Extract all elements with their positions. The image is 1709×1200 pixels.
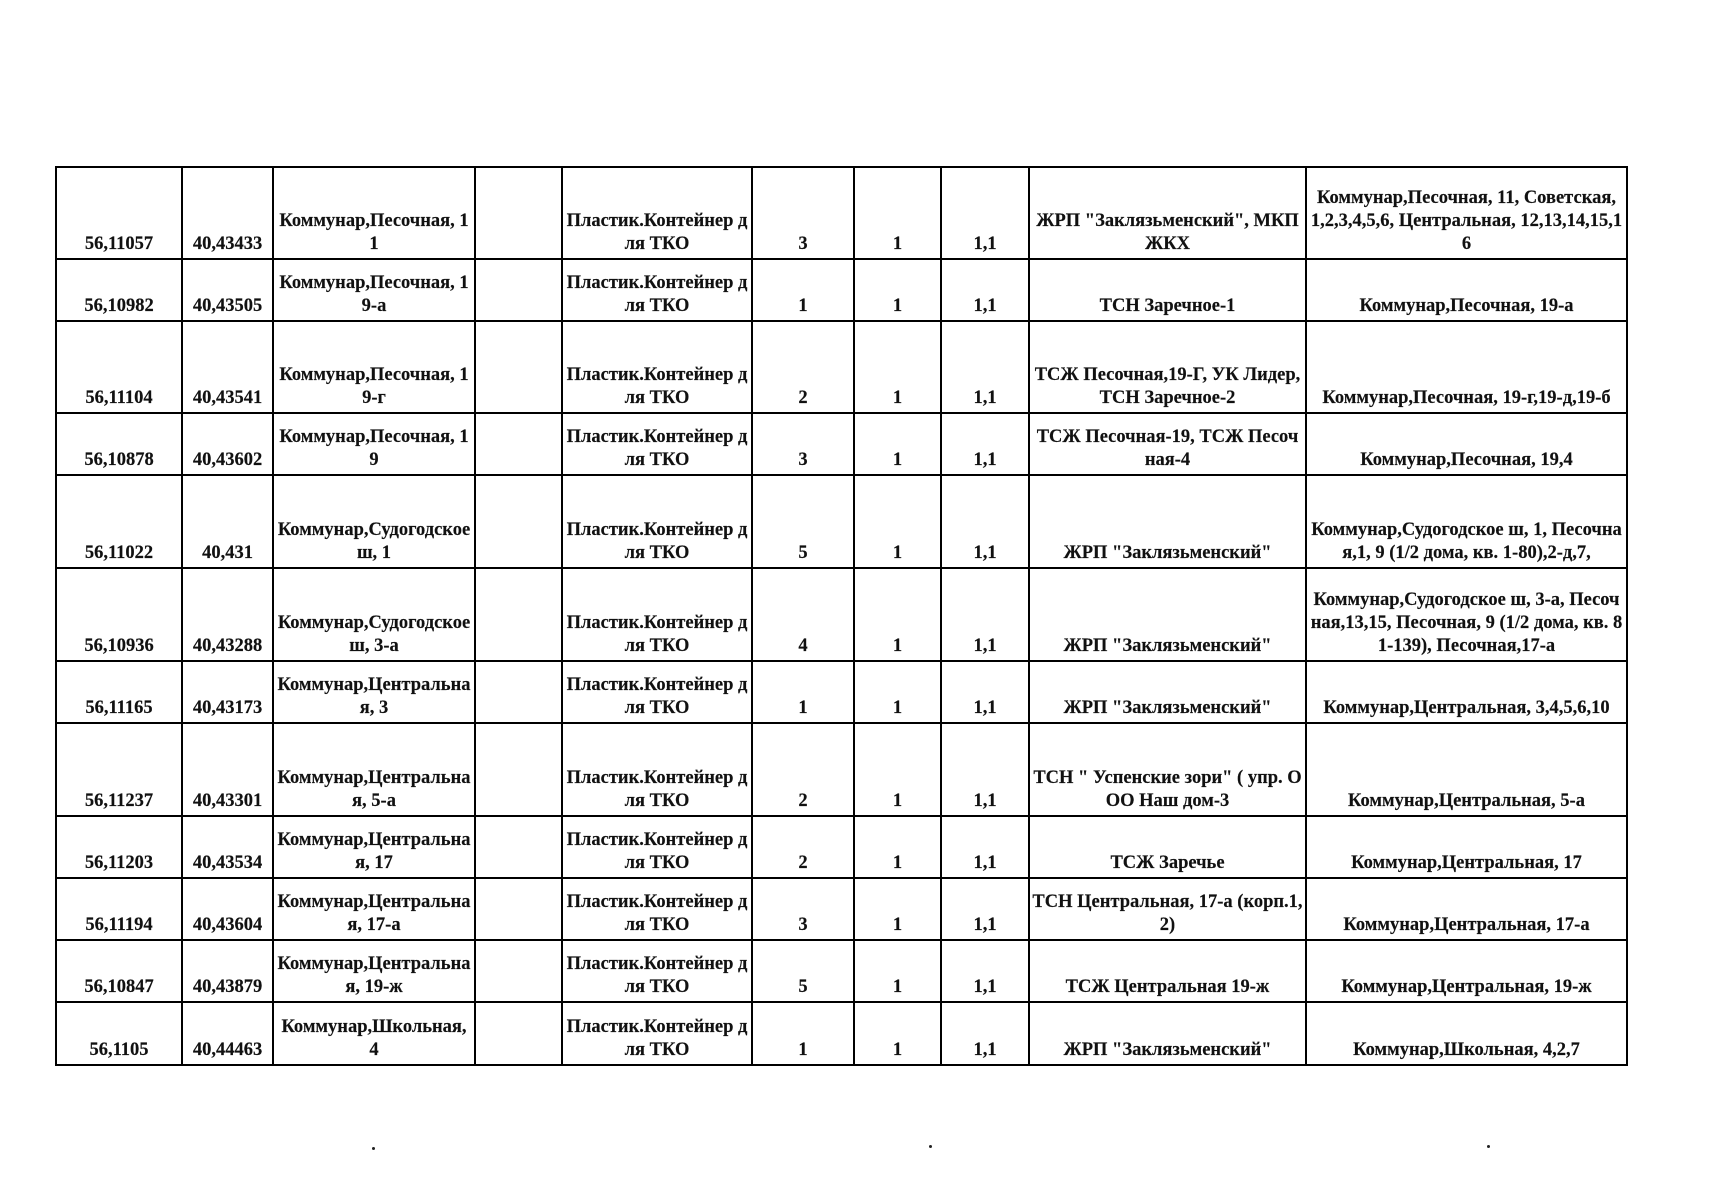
container-count-cell: 1	[752, 1002, 854, 1065]
container-type-cell: Пластик.Контейнер для ТКО	[562, 816, 752, 878]
site-address-cell: Коммунар,Судогодское ш, 1	[273, 475, 475, 568]
longitude-cell: 40,431	[182, 475, 273, 568]
table-row	[56, 816, 1627, 878]
scan-speck	[1487, 1145, 1490, 1148]
volume-cell: 1,1	[941, 878, 1029, 940]
managing-organization-cell: ЖРП "Заклязьменский", МКП ЖКХ	[1029, 167, 1306, 259]
scan-speck	[372, 1147, 375, 1150]
container-type-cell: Пластик.Контейнер для ТКО	[562, 321, 752, 413]
container-count-cell: 4	[752, 568, 854, 661]
volume-cell: 1,1	[941, 723, 1029, 816]
container-count-cell: 2	[752, 816, 854, 878]
table-row	[56, 568, 1627, 661]
container-count-cell: 5	[752, 475, 854, 568]
quantity-cell: 1	[854, 259, 941, 321]
empty-cell	[475, 816, 562, 878]
longitude-cell: 40,43879	[182, 940, 273, 1002]
managing-organization-cell: ТСН " Успенские зори" ( упр. ООО Наш дом-3	[1029, 723, 1306, 816]
volume-cell: 1,1	[941, 940, 1029, 1002]
served-addresses-cell: Коммунар,Песочная, 19-а	[1306, 259, 1627, 321]
table-row	[56, 475, 1627, 568]
latitude-cell: 56,11203	[56, 816, 182, 878]
site-address-cell: Коммунар,Центральная, 17	[273, 816, 475, 878]
site-address-cell: Коммунар,Центральная, 5-а	[273, 723, 475, 816]
container-count-cell: 2	[752, 321, 854, 413]
quantity-cell: 1	[854, 568, 941, 661]
latitude-cell: 56,10982	[56, 259, 182, 321]
served-addresses-cell: Коммунар,Центральная, 3,4,5,6,10	[1306, 661, 1627, 723]
site-address-cell: Коммунар,Центральная, 17-а	[273, 878, 475, 940]
container-type-cell: Пластик.Контейнер для ТКО	[562, 878, 752, 940]
scan-speck	[929, 1145, 932, 1148]
quantity-cell: 1	[854, 475, 941, 568]
site-address-cell: Коммунар,Песочная, 11	[273, 167, 475, 259]
empty-cell	[475, 940, 562, 1002]
table-row	[56, 259, 1627, 321]
latitude-cell: 56,11165	[56, 661, 182, 723]
container-type-cell: Пластик.Контейнер для ТКО	[562, 1002, 752, 1065]
quantity-cell: 1	[854, 321, 941, 413]
served-addresses-cell: Коммунар,Песочная, 11, Советская, 1,2,3,4,5,6, Центральная, 12,13,14,15,16	[1306, 167, 1627, 259]
quantity-cell: 1	[854, 940, 941, 1002]
empty-cell	[475, 878, 562, 940]
table-row	[56, 413, 1627, 475]
volume-cell: 1,1	[941, 321, 1029, 413]
site-address-cell: Коммунар,Судогодское ш, 3-а	[273, 568, 475, 661]
site-address-cell: Коммунар,Песочная, 19-а	[273, 259, 475, 321]
empty-cell	[475, 321, 562, 413]
longitude-cell: 40,43288	[182, 568, 273, 661]
managing-organization-cell: ЖРП "Заклязьменский"	[1029, 661, 1306, 723]
quantity-cell: 1	[854, 413, 941, 475]
quantity-cell: 1	[854, 816, 941, 878]
longitude-cell: 40,43534	[182, 816, 273, 878]
empty-cell	[475, 167, 562, 259]
container-type-cell: Пластик.Контейнер для ТКО	[562, 568, 752, 661]
longitude-cell: 40,44463	[182, 1002, 273, 1065]
latitude-cell: 56,10847	[56, 940, 182, 1002]
empty-cell	[475, 723, 562, 816]
latitude-cell: 56,11104	[56, 321, 182, 413]
table-body	[56, 167, 1627, 1065]
site-address-cell: Коммунар,Песочная, 19-г	[273, 321, 475, 413]
managing-organization-cell: ЖРП "Заклязьменский"	[1029, 568, 1306, 661]
served-addresses-cell: Коммунар,Школьная, 4,2,7	[1306, 1002, 1627, 1065]
managing-organization-cell: ТСЖ Заречье	[1029, 816, 1306, 878]
container-count-cell: 3	[752, 878, 854, 940]
served-addresses-cell: Коммунар,Центральная, 17-а	[1306, 878, 1627, 940]
volume-cell: 1,1	[941, 259, 1029, 321]
quantity-cell: 1	[854, 167, 941, 259]
site-address-cell: Коммунар,Песочная, 19	[273, 413, 475, 475]
volume-cell: 1,1	[941, 167, 1029, 259]
longitude-cell: 40,43541	[182, 321, 273, 413]
managing-organization-cell: ЖРП "Заклязьменский"	[1029, 475, 1306, 568]
served-addresses-cell: Коммунар,Судогодское ш, 1, Песочная,1, 9 (1/2 дома, кв. 1-80),2-д,7,	[1306, 475, 1627, 568]
volume-cell: 1,1	[941, 661, 1029, 723]
container-count-cell: 3	[752, 167, 854, 259]
latitude-cell: 56,11194	[56, 878, 182, 940]
container-type-cell: Пластик.Контейнер для ТКО	[562, 413, 752, 475]
site-address-cell: Коммунар,Центральная, 3	[273, 661, 475, 723]
longitude-cell: 40,43602	[182, 413, 273, 475]
volume-cell: 1,1	[941, 1002, 1029, 1065]
empty-cell	[475, 259, 562, 321]
container-type-cell: Пластик.Контейнер для ТКО	[562, 723, 752, 816]
longitude-cell: 40,43433	[182, 167, 273, 259]
table-row	[56, 940, 1627, 1002]
quantity-cell: 1	[854, 723, 941, 816]
container-count-cell: 3	[752, 413, 854, 475]
waste-container-registry-table	[55, 166, 1628, 1066]
latitude-cell: 56,11022	[56, 475, 182, 568]
latitude-cell: 56,10936	[56, 568, 182, 661]
site-address-cell: Коммунар,Центральная, 19-ж	[273, 940, 475, 1002]
table-row	[56, 723, 1627, 816]
empty-cell	[475, 1002, 562, 1065]
empty-cell	[475, 475, 562, 568]
volume-cell: 1,1	[941, 413, 1029, 475]
longitude-cell: 40,43604	[182, 878, 273, 940]
empty-cell	[475, 661, 562, 723]
latitude-cell: 56,11237	[56, 723, 182, 816]
container-type-cell: Пластик.Контейнер для ТКО	[562, 661, 752, 723]
served-addresses-cell: Коммунар,Песочная, 19-г,19-д,19-б	[1306, 321, 1627, 413]
volume-cell: 1,1	[941, 475, 1029, 568]
managing-organization-cell: ТСЖ Песочная-19, ТСЖ Песочная-4	[1029, 413, 1306, 475]
container-type-cell: Пластик.Контейнер для ТКО	[562, 167, 752, 259]
latitude-cell: 56,1105	[56, 1002, 182, 1065]
table-row	[56, 321, 1627, 413]
managing-organization-cell: ТСН Заречное-1	[1029, 259, 1306, 321]
managing-organization-cell: ТСН Центральная, 17-а (корп.1, 2)	[1029, 878, 1306, 940]
served-addresses-cell: Коммунар,Центральная, 19-ж	[1306, 940, 1627, 1002]
volume-cell: 1,1	[941, 568, 1029, 661]
quantity-cell: 1	[854, 878, 941, 940]
latitude-cell: 56,10878	[56, 413, 182, 475]
longitude-cell: 40,43301	[182, 723, 273, 816]
container-count-cell: 5	[752, 940, 854, 1002]
site-address-cell: Коммунар,Школьная, 4	[273, 1002, 475, 1065]
managing-organization-cell: ТСЖ Песочная,19-Г, УК Лидер, ТСН Заречное-2	[1029, 321, 1306, 413]
table-row	[56, 661, 1627, 723]
served-addresses-cell: Коммунар,Песочная, 19,4	[1306, 413, 1627, 475]
served-addresses-cell: Коммунар,Центральная, 17	[1306, 816, 1627, 878]
container-type-cell: Пластик.Контейнер для ТКО	[562, 475, 752, 568]
table-row	[56, 1002, 1627, 1065]
latitude-cell: 56,11057	[56, 167, 182, 259]
container-type-cell: Пластик.Контейнер для ТКО	[562, 940, 752, 1002]
table-row	[56, 878, 1627, 940]
empty-cell	[475, 568, 562, 661]
served-addresses-cell: Коммунар,Судогодское ш, 3-а, Песочная,13,15, Песочная, 9 (1/2 дома, кв. 81-139), Песочная,17-а	[1306, 568, 1627, 661]
empty-cell	[475, 413, 562, 475]
container-type-cell: Пластик.Контейнер для ТКО	[562, 259, 752, 321]
longitude-cell: 40,43173	[182, 661, 273, 723]
managing-organization-cell: ЖРП "Заклязьменский"	[1029, 1002, 1306, 1065]
quantity-cell: 1	[854, 661, 941, 723]
table-row	[56, 167, 1627, 259]
container-count-cell: 1	[752, 661, 854, 723]
container-count-cell: 2	[752, 723, 854, 816]
managing-organization-cell: ТСЖ Центральная 19-ж	[1029, 940, 1306, 1002]
volume-cell: 1,1	[941, 816, 1029, 878]
served-addresses-cell: Коммунар,Центральная, 5-а	[1306, 723, 1627, 816]
quantity-cell: 1	[854, 1002, 941, 1065]
container-count-cell: 1	[752, 259, 854, 321]
longitude-cell: 40,43505	[182, 259, 273, 321]
